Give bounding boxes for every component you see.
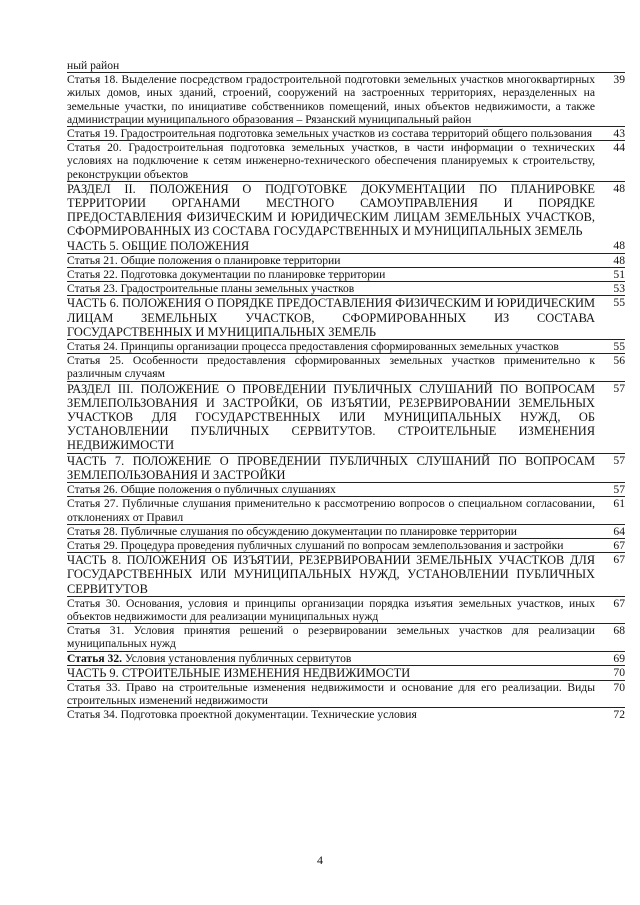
toc-entry-text: Статья 30. Основания, условия и принципы организации порядка изъятия земельных участков, иных объектов недвижимости для реализации муниципальных нужд xyxy=(67,596,595,623)
toc-entry-title xyxy=(67,524,595,538)
toc-entry xyxy=(67,73,625,127)
toc-entry-page: 56 xyxy=(613,354,625,368)
toc-entry-title xyxy=(67,680,595,707)
toc-entry-text: Статья 31. Условия принятия решений о резервировании земельных участков для реализации муниципальных нужд xyxy=(67,624,595,651)
toc-section-heading xyxy=(67,453,625,482)
toc-entry-title xyxy=(67,181,595,238)
toc-entry-page: 48 xyxy=(613,181,625,195)
toc-entry-text: Статья 25. Особенности предоставления сформированных земельных участков применительно к различным случаям xyxy=(67,354,595,381)
toc-entry xyxy=(67,354,625,381)
toc-entry-text: ный район xyxy=(67,59,120,72)
toc-entry-text: Статья 34. Подготовка проектной документации. Технические условия xyxy=(67,708,417,722)
toc-entry-text: РАЗДЕЛ II. ПОЛОЖЕНИЯ О ПОДГОТОВКЕ ДОКУМЕНТАЦИИ ПО ПЛАНИРОВКЕ ТЕРРИТОРИИ ОРГАНАМИ МЕСТНОГО САМОУПРАВЛЕНИЯ И ПОРЯДКЕ ПРЕДОСТАВЛЕНИЯ ФИЗИЧЕСКИМ И ЮРИДИЧЕСКИМ ЛИЦАМ ЗЕМЕЛЬНЫХ УЧАСТКОВ, СФОРМИРОВАННЫХ ИЗ СОСТАВА ГОСУДАРСТВЕННЫХ И МУНИЦИПАЛЬНЫХ ЗЕМЕЛЬ xyxy=(67,181,595,239)
toc-entry-text: ЧАСТЬ 6. ПОЛОЖЕНИЯ О ПОРЯДКЕ ПРЕДОСТАВЛЕНИЯ ФИЗИЧЕСКИМ И ЮРИДИЧЕСКИМ ЛИЦАМ ЗЕМЕЛЬНЫХ УЧАСТКОВ, СФОРМИРОВАННЫХ ИЗ СОСТАВА ГОСУДАРСТВЕННЫХ И МУНИЦИПАЛЬНЫХ ЗЕМЕЛЬ xyxy=(67,296,595,339)
toc-entry-title xyxy=(67,497,595,524)
toc-entry-page: 72 xyxy=(613,708,625,722)
toc-entry-page: 61 xyxy=(613,497,625,511)
toc-entry-title xyxy=(67,483,595,497)
toc-entry-page: 57 xyxy=(613,483,625,497)
toc-entry-text: ЧАСТЬ 5. ОБЩИЕ ПОЛОЖЕНИЯ xyxy=(67,238,250,253)
page-number: 4 xyxy=(317,853,323,867)
toc-entry xyxy=(67,596,625,623)
toc-entry-title xyxy=(67,282,595,296)
toc-entry-page: 43 xyxy=(613,127,625,141)
toc-entry-text: Статья 19. Градостроительная подготовка земельных участков из состава территорий общего пользования xyxy=(67,127,593,141)
toc-entry-text: Статья 18. Выделение посредством градостроительной подготовки земельных участков многоквартирных жилых домов, иных зданий, строений, сооружений на застроенных территориях, неразделенных на земельные участки, по инициативе собственников помещений, иных объектов недвижимости, а также администрации муниципального образования – Рязанский муниципальный район xyxy=(67,73,595,126)
toc-entry-title xyxy=(67,239,595,254)
toc-entry xyxy=(67,141,625,182)
toc-entry-title xyxy=(67,381,595,453)
toc-entry-page: 39 xyxy=(613,73,625,87)
table-of-contents xyxy=(67,59,625,722)
toc-entry xyxy=(67,253,625,267)
toc-entry-page: 67 xyxy=(613,553,625,567)
toc-entry-title xyxy=(67,624,595,651)
toc-entry-text: Статья 20. Градостроительная подготовка земельных участков, в части информации о технических условиях на подключение к сетям инженерно-технического обеспечения планируемых к строительству, реконструкции объектов xyxy=(67,141,595,181)
toc-entry-title xyxy=(67,340,595,354)
toc-entry-page: 70 xyxy=(613,665,625,679)
toc-entry-title xyxy=(67,296,595,340)
toc-section-heading xyxy=(67,296,625,340)
toc-entry-title xyxy=(67,59,595,73)
toc-entry-text: Статья 27. Публичные слушания применительно к рассмотрению вопросов о специальном согласовании, отклонениях от Правил xyxy=(67,497,595,524)
toc-entry-page: 55 xyxy=(613,340,625,354)
toc-entry-text: ЧАСТЬ 8. ПОЛОЖЕНИЯ ОБ ИЗЪЯТИИ, РЕЗЕРВИРОВАНИИ ЗЕМЕЛЬНЫХ УЧАСТКОВ ДЛЯ ГОСУДАРСТВЕННЫХ ИЛИ МУНИЦИПАЛЬНЫХ НУЖД, УСТАНОВЛЕНИИ ПУБЛИЧНЫХ СЕРВИТУТОВ xyxy=(67,553,595,596)
toc-entry-page: 53 xyxy=(613,282,625,296)
toc-entry-page: 57 xyxy=(613,381,625,395)
toc-entry xyxy=(67,524,625,538)
toc-entry-title xyxy=(67,354,595,381)
toc-entry-page: 64 xyxy=(613,524,625,538)
toc-entry-page: 55 xyxy=(613,296,625,310)
toc-entry-page: 44 xyxy=(613,141,625,155)
toc-entry xyxy=(67,282,625,296)
toc-entry-title xyxy=(67,553,595,597)
toc-section-heading xyxy=(67,181,625,238)
toc-entry-text: ЧАСТЬ 9. СТРОИТЕЛЬНЫЕ ИЗМЕНЕНИЯ НЕДВИЖИМОСТИ xyxy=(67,665,411,680)
toc-entry-title xyxy=(67,596,595,623)
toc-entry xyxy=(67,340,625,354)
toc-entry-page xyxy=(595,59,625,73)
toc-entry xyxy=(67,268,625,282)
toc-entry-text: РАЗДЕЛ III. ПОЛОЖЕНИЕ О ПРОВЕДЕНИИ ПУБЛИЧНЫХ СЛУШАНИЙ ПО ВОПРОСАМ ЗЕМЛЕПОЛЬЗОВАНИЯ И ЗАСТРОЙКИ, ОБ ИЗЪЯТИИ, РЕЗЕРВИРОВАНИИ ЗЕМЕЛЬНЫХ УЧАСТКОВ ДЛЯ ГОСУДАРСТВЕННЫХ ИЛИ МУНИЦИПАЛЬНЫХ НУЖД, ОБ УСТАНОВЛЕНИИ ПУБЛИЧНЫХ СЕРВИТУТОВ. СТРОИТЕЛЬНЫЕ ИЗМЕНЕНИЯ НЕДВИЖИМОСТИ xyxy=(67,381,595,453)
toc-entry-page: 70 xyxy=(613,680,625,694)
toc-entry-page: 68 xyxy=(613,624,625,638)
toc-entry-text: Статья 24. Принципы организации процесса предоставления сформированных земельных участков xyxy=(67,340,559,354)
toc-entry-page: 69 xyxy=(613,651,625,665)
toc-entry-title xyxy=(67,253,595,267)
toc-entry xyxy=(67,708,625,722)
toc-entry-text: Статья 26. Общие положения о публичных слушаниях xyxy=(67,483,336,497)
toc-entry xyxy=(67,497,625,524)
toc-entry-title xyxy=(67,665,595,680)
toc-entry-title xyxy=(67,73,595,127)
toc-entry-page: 51 xyxy=(613,268,625,282)
toc-entry-title xyxy=(67,141,595,182)
toc-entry xyxy=(67,127,625,141)
toc-entry-text: Статья 22. Подготовка документации по планировке территории xyxy=(67,268,386,282)
toc-entry-text: Статья 28. Публичные слушания по обсуждению документации по планировке территории xyxy=(67,524,517,538)
toc-entry-title xyxy=(67,538,595,552)
toc-entry xyxy=(67,483,625,497)
toc-entry-text: ЧАСТЬ 7. ПОЛОЖЕНИЕ О ПРОВЕДЕНИИ ПУБЛИЧНЫХ СЛУШАНИЙ ПО ВОПРОСАМ ЗЕМЛЕПОЛЬЗОВАНИЯ И ЗАСТРОЙКИ xyxy=(67,453,595,482)
toc-entry-title xyxy=(67,268,595,282)
toc-entry xyxy=(67,651,625,665)
toc-section-heading xyxy=(67,665,625,680)
toc-entry-text: Условия установления публичных сервитутов xyxy=(122,651,352,665)
toc-body xyxy=(67,59,625,722)
toc-entry-bold-prefix: Статья 32. xyxy=(67,651,123,665)
toc-entry-title xyxy=(67,453,595,482)
toc-entry xyxy=(67,59,625,73)
toc-entry-title xyxy=(67,127,595,141)
toc-entry xyxy=(67,624,625,651)
toc-section-heading xyxy=(67,381,625,453)
toc-entry-text: Статья 29. Процедура проведения публичных слушаний по вопросам землепользования и застройки xyxy=(67,538,564,552)
toc-entry xyxy=(67,680,625,707)
toc-section-heading xyxy=(67,239,625,254)
toc-entry-text: Статья 23. Градостроительные планы земельных участков xyxy=(67,282,355,296)
toc-section-heading xyxy=(67,553,625,597)
toc-entry-text: Статья 21. Общие положения о планировке территории xyxy=(67,253,341,267)
toc-entry-page: 48 xyxy=(613,253,625,267)
toc-entry-title xyxy=(67,708,595,722)
toc-entry-title xyxy=(67,651,595,665)
toc-entry-text: Статья 33. Право на строительные изменения недвижимости и основание для его реализации. Виды строительных изменений недвижимости xyxy=(67,680,595,708)
toc-entry xyxy=(67,538,625,552)
toc-entry-page: 67 xyxy=(613,538,625,552)
toc-entry-page: 67 xyxy=(613,596,625,610)
toc-entry-page: 48 xyxy=(613,238,625,252)
toc-entry-page: 57 xyxy=(613,453,625,467)
